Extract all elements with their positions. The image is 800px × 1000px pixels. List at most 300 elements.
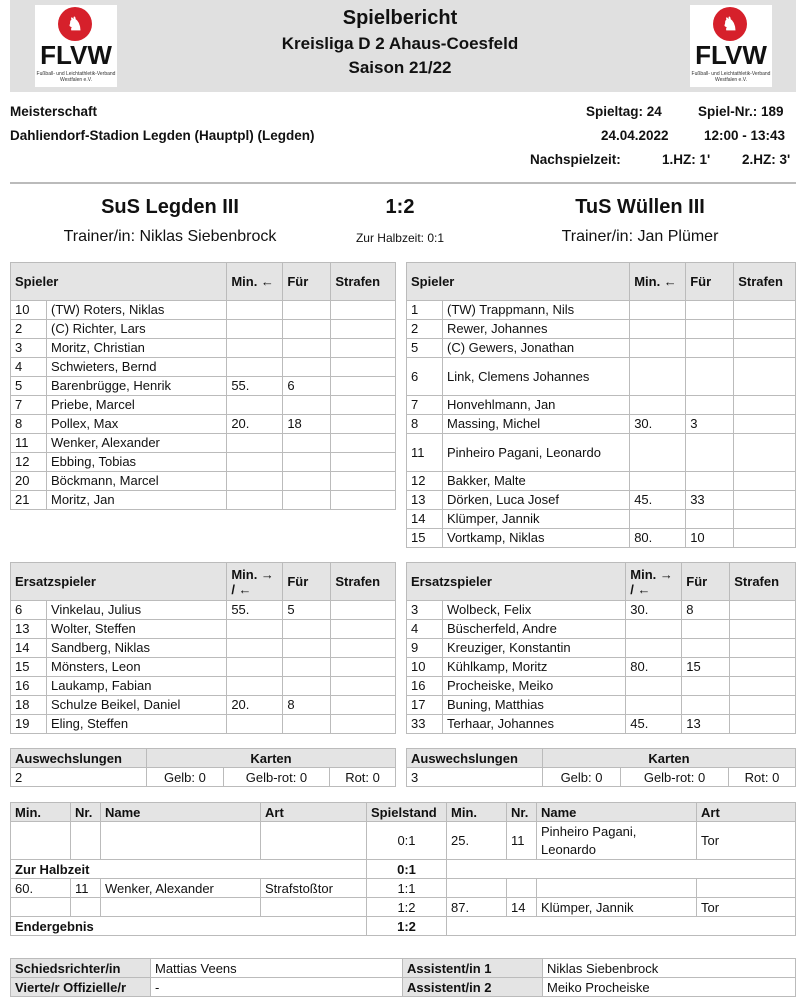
player-name: Wenker, Alexander xyxy=(47,434,227,453)
player-minute xyxy=(227,301,283,320)
player-for xyxy=(686,434,734,472)
player-minute xyxy=(626,677,682,696)
player-for xyxy=(686,320,734,339)
player-row xyxy=(407,339,796,358)
player-for xyxy=(283,715,331,734)
player-minute xyxy=(227,620,283,639)
player-minute xyxy=(630,301,686,320)
player-minute xyxy=(227,396,283,415)
player-for: 8 xyxy=(682,601,730,620)
player-row xyxy=(11,639,396,658)
player-row xyxy=(407,301,796,320)
yellow-cards: Gelb: 0 xyxy=(543,768,621,787)
player-name: Vortkamp, Niklas xyxy=(443,529,630,548)
event-minute: 60. xyxy=(11,879,71,898)
assistant1-name: Niklas Siebenbrock xyxy=(543,959,796,978)
event-player: Klümper, Jannik xyxy=(537,898,697,917)
player-row xyxy=(407,510,796,529)
player-name: Barenbrügge, Henrik xyxy=(47,377,227,396)
player-name: Dörken, Luca Josef xyxy=(443,491,630,510)
player-row xyxy=(11,491,396,510)
player-minute xyxy=(626,620,682,639)
player-for xyxy=(686,301,734,320)
player-row xyxy=(11,696,396,715)
player-minute xyxy=(227,658,283,677)
col-art-away: Art xyxy=(697,803,796,822)
flvw-logo-right xyxy=(690,5,772,87)
col-fuer: Für xyxy=(682,563,730,601)
player-row xyxy=(407,434,796,472)
referee-name: Mattias Veens xyxy=(151,959,403,978)
player-for: 3 xyxy=(686,415,734,434)
player-penalties xyxy=(730,696,796,715)
season: Saison 21/22 xyxy=(348,58,452,77)
player-penalties xyxy=(734,320,796,339)
col-fuer: Für xyxy=(283,263,331,301)
player-row xyxy=(11,677,396,696)
final-row xyxy=(11,917,796,936)
col-fuer: Für xyxy=(283,563,331,601)
player-minute xyxy=(630,396,686,415)
player-row xyxy=(11,658,396,677)
player-for xyxy=(283,396,331,415)
player-for: 8 xyxy=(283,696,331,715)
player-number: 4 xyxy=(407,620,443,639)
subs-count: 2 xyxy=(11,768,147,787)
col-min: Min. ← xyxy=(227,263,283,301)
player-number: 11 xyxy=(407,434,443,472)
player-row xyxy=(407,320,796,339)
player-minute xyxy=(630,510,686,529)
player-penalties xyxy=(734,358,796,396)
home-lineup-table xyxy=(10,262,396,510)
player-number: 10 xyxy=(11,301,47,320)
player-minute xyxy=(630,358,686,396)
player-row xyxy=(11,320,396,339)
extra-time-first-half: 1.HZ: 1' xyxy=(662,152,711,167)
player-penalties xyxy=(331,301,396,320)
red-cards: Rot: 0 xyxy=(729,768,796,787)
player-name: Sandberg, Niklas xyxy=(47,639,227,658)
event-player: Pinheiro Pagani, Leonardo xyxy=(537,822,697,860)
player-penalties xyxy=(730,658,796,677)
player-name: Vinkelau, Julius xyxy=(47,601,227,620)
col-spieler: Spieler xyxy=(407,263,630,301)
player-for xyxy=(283,620,331,639)
player-number: 2 xyxy=(11,320,47,339)
player-number: 12 xyxy=(11,453,47,472)
player-name: Massing, Michel xyxy=(443,415,630,434)
player-number: 5 xyxy=(407,339,443,358)
player-minute: 20. xyxy=(227,696,283,715)
player-row xyxy=(407,491,796,510)
player-row xyxy=(11,301,396,320)
player-minute xyxy=(227,453,283,472)
player-penalties xyxy=(331,639,396,658)
event-score: 1:1 xyxy=(367,879,447,898)
player-minute xyxy=(630,320,686,339)
player-row xyxy=(11,434,396,453)
player-name: Procheiske, Meiko xyxy=(443,677,626,696)
player-name: (C) Gewers, Jonathan xyxy=(443,339,630,358)
player-row xyxy=(11,339,396,358)
cards-header: Karten xyxy=(543,749,796,768)
event-row xyxy=(11,898,796,917)
player-row xyxy=(11,472,396,491)
player-minute xyxy=(227,472,283,491)
referee-label: Schiedsrichter/in xyxy=(11,959,151,978)
player-number: 7 xyxy=(407,396,443,415)
player-for: 33 xyxy=(686,491,734,510)
player-penalties xyxy=(331,396,396,415)
officials-table xyxy=(10,958,796,997)
player-name: (C) Richter, Lars xyxy=(47,320,227,339)
player-row xyxy=(11,601,396,620)
player-for xyxy=(283,339,331,358)
player-for: 5 xyxy=(283,601,331,620)
player-row xyxy=(11,415,396,434)
player-minute xyxy=(630,472,686,491)
player-minute xyxy=(227,677,283,696)
red-cards: Rot: 0 xyxy=(330,768,396,787)
player-penalties xyxy=(730,601,796,620)
player-for xyxy=(283,301,331,320)
player-name: Kreuziger, Konstantin xyxy=(443,639,626,658)
col-nr-home: Nr. xyxy=(71,803,101,822)
player-number: 5 xyxy=(11,377,47,396)
player-name: Moritz, Christian xyxy=(47,339,227,358)
player-name: Moritz, Jan xyxy=(47,491,227,510)
player-penalties xyxy=(331,658,396,677)
player-row xyxy=(407,658,796,677)
col-strafen: Strafen xyxy=(734,263,796,301)
horse-crest-icon: ♞ xyxy=(713,7,747,41)
player-minute xyxy=(227,339,283,358)
final-score: 1:2 xyxy=(385,196,415,218)
player-minute: 80. xyxy=(626,658,682,677)
title-block xyxy=(150,4,650,80)
away-lineup-table xyxy=(406,262,796,548)
matchday: Spieltag: 24 xyxy=(586,104,662,119)
player-penalties xyxy=(734,301,796,320)
player-penalties xyxy=(734,415,796,434)
events-table xyxy=(10,802,796,936)
player-minute xyxy=(227,715,283,734)
player-row xyxy=(11,715,396,734)
home-team-name: SuS Legden III xyxy=(101,196,239,218)
player-minute xyxy=(227,434,283,453)
halftime-score: 0:1 xyxy=(367,860,447,879)
home-subs-table xyxy=(10,562,396,734)
player-minute: 30. xyxy=(630,415,686,434)
player-name: Terhaar, Johannes xyxy=(443,715,626,734)
event-row xyxy=(11,879,796,898)
col-min-home: Min. xyxy=(11,803,71,822)
player-penalties xyxy=(331,491,396,510)
event-minute: 87. xyxy=(447,898,507,917)
final-label: Endergebnis xyxy=(11,917,367,936)
player-penalties xyxy=(331,472,396,491)
player-name: Mönsters, Leon xyxy=(47,658,227,677)
player-number: 13 xyxy=(407,491,443,510)
player-row xyxy=(407,472,796,491)
player-row xyxy=(407,677,796,696)
player-for xyxy=(283,491,331,510)
col-stand: Spielstand xyxy=(367,803,447,822)
col-fuer: Für xyxy=(686,263,734,301)
player-penalties xyxy=(331,601,396,620)
player-name: Wolter, Steffen xyxy=(47,620,227,639)
player-row xyxy=(11,453,396,472)
player-row xyxy=(407,529,796,548)
player-for: 10 xyxy=(686,529,734,548)
event-score: 0:1 xyxy=(367,822,447,860)
league-name: Kreisliga D 2 Ahaus-Coesfeld xyxy=(281,34,519,53)
page-title: Spielbericht xyxy=(342,7,458,29)
player-number: 15 xyxy=(407,529,443,548)
subs-header: Auswechslungen xyxy=(407,749,543,768)
subs-count: 3 xyxy=(407,768,543,787)
player-number: 18 xyxy=(11,696,47,715)
logo-wordmark: FLVW xyxy=(695,40,767,70)
player-minute xyxy=(227,491,283,510)
player-number: 3 xyxy=(11,339,47,358)
event-minute: 25. xyxy=(447,822,507,860)
player-row xyxy=(407,601,796,620)
player-row xyxy=(407,620,796,639)
player-penalties xyxy=(734,472,796,491)
away-trainer: Trainer/in: Jan Plümer xyxy=(561,228,719,245)
player-penalties xyxy=(734,510,796,529)
player-for xyxy=(682,620,730,639)
player-for xyxy=(682,677,730,696)
player-penalties xyxy=(730,639,796,658)
cards-header: Karten xyxy=(147,749,396,768)
player-number: 9 xyxy=(407,639,443,658)
col-spieler: Spieler xyxy=(11,263,227,301)
player-minute: 80. xyxy=(630,529,686,548)
player-number: 21 xyxy=(11,491,47,510)
player-row xyxy=(407,396,796,415)
player-minute xyxy=(630,339,686,358)
player-for xyxy=(283,677,331,696)
away-summary-table xyxy=(406,748,796,787)
halftime-row xyxy=(11,860,796,879)
player-penalties xyxy=(331,453,396,472)
col-min: Min. → / ← xyxy=(626,563,682,601)
player-penalties xyxy=(331,696,396,715)
yellow-red-cards: Gelb-rot: 0 xyxy=(621,768,729,787)
col-art-home: Art xyxy=(261,803,367,822)
player-penalties xyxy=(331,339,396,358)
player-name: Pinheiro Pagani, Leonardo xyxy=(443,434,630,472)
away-subs-table xyxy=(406,562,796,734)
yellow-red-cards: Gelb-rot: 0 xyxy=(223,768,329,787)
player-name: Priebe, Marcel xyxy=(47,396,227,415)
player-name: Bakker, Malte xyxy=(443,472,630,491)
player-name: Büscherfeld, Andre xyxy=(443,620,626,639)
fourth-official-name: - xyxy=(151,978,403,997)
player-penalties xyxy=(331,377,396,396)
player-penalties xyxy=(331,415,396,434)
subs-header: Auswechslungen xyxy=(11,749,147,768)
match-number: Spiel-Nr.: 189 xyxy=(698,104,784,119)
player-minute xyxy=(227,639,283,658)
player-penalties xyxy=(331,320,396,339)
col-ersatz: Ersatzspieler xyxy=(11,563,227,601)
fourth-official-label: Vierte/r Offizielle/r xyxy=(11,978,151,997)
event-type: Strafstoßtor xyxy=(261,879,367,898)
event-player: Wenker, Alexander xyxy=(101,879,261,898)
player-for xyxy=(682,696,730,715)
player-for xyxy=(682,639,730,658)
event-number: 11 xyxy=(507,822,537,860)
player-name: Schwieters, Bernd xyxy=(47,358,227,377)
player-row xyxy=(407,696,796,715)
player-for xyxy=(686,472,734,491)
player-name: (TW) Trappmann, Nils xyxy=(443,301,630,320)
player-number: 4 xyxy=(11,358,47,377)
player-number: 20 xyxy=(11,472,47,491)
halftime-label: Zur Halbzeit xyxy=(11,860,367,879)
player-row xyxy=(11,377,396,396)
player-number: 16 xyxy=(11,677,47,696)
player-name: Laukamp, Fabian xyxy=(47,677,227,696)
player-name: Böckmann, Marcel xyxy=(47,472,227,491)
player-for xyxy=(686,358,734,396)
player-minute: 55. xyxy=(227,601,283,620)
match-time: 12:00 - 13:43 xyxy=(704,128,786,143)
player-for xyxy=(283,472,331,491)
event-type: Tor xyxy=(697,898,796,917)
event-row xyxy=(11,822,796,860)
player-number: 6 xyxy=(407,358,443,396)
player-row xyxy=(407,358,796,396)
col-strafen: Strafen xyxy=(331,563,396,601)
player-name: Schulze Beikel, Daniel xyxy=(47,696,227,715)
player-number: 14 xyxy=(407,510,443,529)
player-penalties xyxy=(331,715,396,734)
player-for xyxy=(283,434,331,453)
player-name: Wolbeck, Felix xyxy=(443,601,626,620)
player-name: Buning, Matthias xyxy=(443,696,626,715)
assistant2-label: Assistent/in 2 xyxy=(403,978,543,997)
player-penalties xyxy=(734,491,796,510)
player-minute: 20. xyxy=(227,415,283,434)
player-for: 15 xyxy=(682,658,730,677)
player-number: 6 xyxy=(11,601,47,620)
player-for xyxy=(283,320,331,339)
player-name: Kühlkamp, Moritz xyxy=(443,658,626,677)
player-name: Pollex, Max xyxy=(47,415,227,434)
event-number: 14 xyxy=(507,898,537,917)
player-penalties xyxy=(730,677,796,696)
yellow-cards: Gelb: 0 xyxy=(147,768,224,787)
col-min: Min. → / ← xyxy=(227,563,283,601)
player-penalties xyxy=(730,715,796,734)
col-ersatz: Ersatzspieler xyxy=(407,563,626,601)
player-number: 15 xyxy=(11,658,47,677)
player-for xyxy=(686,510,734,529)
player-penalties xyxy=(734,339,796,358)
venue: Dahliendorf-Stadion Legden (Hauptpl) (Legden) xyxy=(10,128,315,143)
col-name-home: Name xyxy=(101,803,261,822)
player-row xyxy=(11,396,396,415)
player-row xyxy=(407,639,796,658)
player-name: Ebbing, Tobias xyxy=(47,453,227,472)
player-penalties xyxy=(331,358,396,377)
player-row xyxy=(11,620,396,639)
player-minute xyxy=(626,639,682,658)
player-for xyxy=(283,639,331,658)
player-name: Eling, Steffen xyxy=(47,715,227,734)
away-team-name: TuS Wüllen III xyxy=(575,196,705,218)
player-number: 17 xyxy=(407,696,443,715)
col-strafen: Strafen xyxy=(730,563,796,601)
player-name: (TW) Roters, Niklas xyxy=(47,301,227,320)
player-for xyxy=(283,453,331,472)
assistant1-label: Assistent/in 1 xyxy=(403,959,543,978)
player-minute: 55. xyxy=(227,377,283,396)
col-name-away: Name xyxy=(537,803,697,822)
player-minute: 45. xyxy=(630,491,686,510)
player-name: Link, Clemens Johannes xyxy=(443,358,630,396)
player-number: 8 xyxy=(407,415,443,434)
player-name: Rewer, Johannes xyxy=(443,320,630,339)
player-number: 7 xyxy=(11,396,47,415)
player-name: Honvehlmann, Jan xyxy=(443,396,630,415)
competition: Meisterschaft xyxy=(10,104,98,119)
player-for: 13 xyxy=(682,715,730,734)
logo-subtitle: Fußball- und Leichtathletik-Verband Westfalen e.V. xyxy=(36,71,116,83)
player-penalties xyxy=(730,620,796,639)
player-number: 12 xyxy=(407,472,443,491)
player-number: 16 xyxy=(407,677,443,696)
player-for: 18 xyxy=(283,415,331,434)
flvw-logo-left xyxy=(35,5,117,87)
player-penalties xyxy=(331,677,396,696)
player-row xyxy=(11,358,396,377)
horse-crest-icon: ♞ xyxy=(58,7,92,41)
player-number: 14 xyxy=(11,639,47,658)
player-number: 11 xyxy=(11,434,47,453)
player-number: 3 xyxy=(407,601,443,620)
player-for xyxy=(686,339,734,358)
col-strafen: Strafen xyxy=(331,263,396,301)
player-for xyxy=(283,658,331,677)
col-min: Min. ← xyxy=(630,263,686,301)
logo-subtitle: Fußball- und Leichtathletik-Verband Westfalen e.V. xyxy=(691,71,771,83)
logo-wordmark: FLVW xyxy=(40,40,112,70)
divider xyxy=(10,182,796,184)
match-date: 24.04.2022 xyxy=(601,128,669,143)
home-summary-table xyxy=(10,748,396,787)
player-for xyxy=(686,396,734,415)
col-min-away: Min. xyxy=(447,803,507,822)
event-score: 1:2 xyxy=(367,898,447,917)
player-number: 19 xyxy=(11,715,47,734)
player-minute: 30. xyxy=(626,601,682,620)
player-minute: 45. xyxy=(626,715,682,734)
event-type: Tor xyxy=(697,822,796,860)
player-minute xyxy=(227,320,283,339)
player-penalties xyxy=(331,434,396,453)
home-trainer: Trainer/in: Niklas Siebenbrock xyxy=(63,228,277,245)
player-number: 2 xyxy=(407,320,443,339)
player-minute xyxy=(626,696,682,715)
extra-time-second-half: 2.HZ: 3' xyxy=(742,152,791,167)
extra-time-label: Nachspielzeit: xyxy=(530,152,621,167)
